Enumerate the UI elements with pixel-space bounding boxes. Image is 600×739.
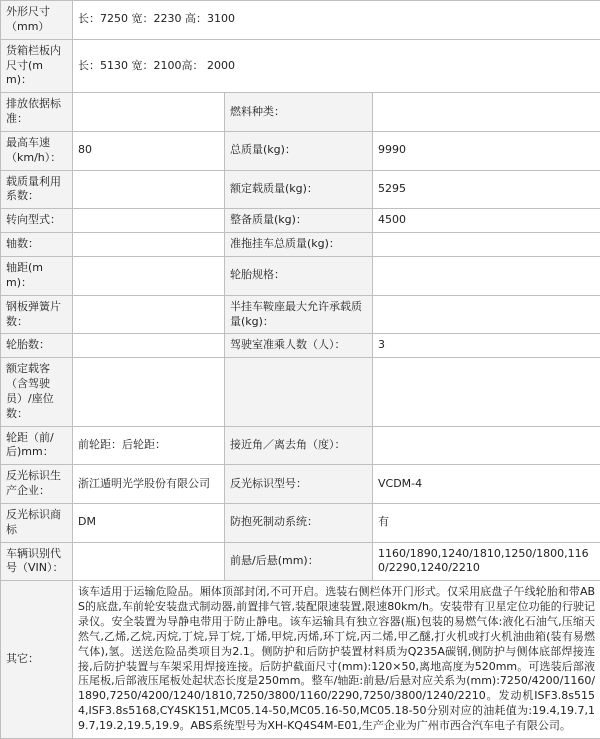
notes-label: 其它： — [1, 581, 73, 738]
row-label: 货箱栏板内尺寸(mm)： — [1, 39, 73, 93]
table-row — [1, 542, 600, 581]
row-value: VCDM-4 — [373, 465, 600, 504]
row-label: 轮胎数： — [1, 334, 73, 358]
row-value — [373, 93, 600, 132]
row-label: 轴数： — [1, 233, 73, 257]
row-label: 准拖挂车总质量(kg)： — [225, 233, 373, 257]
table-row — [1, 131, 600, 170]
row-value — [73, 170, 225, 209]
row-label — [225, 358, 373, 426]
table-row — [1, 334, 600, 358]
row-label: 载质量利用系数： — [1, 170, 73, 209]
table-row — [1, 503, 600, 542]
row-value — [73, 233, 225, 257]
row-value — [373, 233, 600, 257]
row-label: 前悬/后悬(mm)： — [225, 542, 373, 581]
table-row — [1, 170, 600, 209]
row-value: 80 — [73, 131, 225, 170]
table-row — [1, 1, 600, 40]
row-label: 额定载客（含驾驶员）/座位数： — [1, 358, 73, 426]
row-value — [73, 93, 225, 132]
row-label: 反光标识商标 — [1, 503, 73, 542]
row-value — [373, 426, 600, 465]
row-value — [73, 358, 225, 426]
row-label: 转向型式： — [1, 209, 73, 233]
row-value — [373, 295, 600, 334]
table-row — [1, 465, 600, 504]
row-label: 防抱死制动系统： — [225, 503, 373, 542]
table-row-notes — [1, 581, 600, 738]
row-label: 额定载质量(kg)： — [225, 170, 373, 209]
row-value — [73, 542, 225, 581]
row-label: 车辆识别代号（VIN）： — [1, 542, 73, 581]
table-row — [1, 233, 600, 257]
notes-text: 该车适用于运输危险品。厢体顶部封闭,不可开启。选装右侧栏体开门形式。仅采用底盘子午线轮胎和带ABS的底盘,车前轮安装盘式制动器,前置排气管,装配限速装置,限速80km/h。安装带有卫星定位功能的行驶记录仪。安全装置为导静电带用于防止静电。该车运输具有独立容器(瓶)包装的易燃气体:液化石油气,压缩天然气,乙烯,乙烷,丙烷,丁烷,异丁烷,丁烯,甲烷,丙烯,环丁烷,丙二烯,甲乙醚,打火机或打火机油曲箱(装有易燃气体),氢。送送危险品类项目为2.1。侧防护和后防护装置材料质为Q235A碳钢,侧防护与侧体底部焊接连接,后防护装置与车架采用焊接连接。后防护截面尺寸(mm):120×50,离地高度为520mm。可选装后部液压尾板,后部液压尾板处起状态长度是250mm。整车/轴距:前悬/后悬对应关系为(mm):7250/4200/1160/1890,7250/4200/1240/1810,7250/3800/1160/2290,7250/3800/1240/2210。发动机ISF3.8s5154,ISF3.8s5168,CY4SK151,MC05.14-50,MC05.16-50,MC05.18-50分别对应的油耗值为:19.4,19.7,19.7,19.2,19.5,19.9。ABS系统型号为XH-KQ4S4M-E01,生产企业为广州市西合汽车电子有限公司。 — [73, 581, 600, 738]
row-label: 整备质量(kg)： — [225, 209, 373, 233]
row-value: 长：7250 宽：2230 高：3100 — [73, 1, 600, 40]
row-value — [73, 209, 225, 233]
row-value — [373, 358, 600, 426]
row-value — [73, 334, 225, 358]
row-label: 轴距(mm)： — [1, 256, 73, 295]
row-value — [73, 256, 225, 295]
row-label: 反光标识生产企业： — [1, 465, 73, 504]
spec-table-body — [1, 1, 600, 739]
row-value: 5295 — [373, 170, 600, 209]
row-value: 4500 — [373, 209, 600, 233]
table-row — [1, 426, 600, 465]
row-value: 9990 — [373, 131, 600, 170]
row-label: 外形尺寸（mm） — [1, 1, 73, 40]
row-value: 浙江遁明光学股份有限公司 — [73, 465, 225, 504]
row-label: 排放依据标准： — [1, 93, 73, 132]
table-row — [1, 209, 600, 233]
row-label: 接近角／离去角（度）： — [225, 426, 373, 465]
table-row — [1, 39, 600, 93]
row-label: 反光标识型号： — [225, 465, 373, 504]
row-label: 半挂车鞍座最大允许承载质量(kg)： — [225, 295, 373, 334]
row-label: 燃料种类： — [225, 93, 373, 132]
table-row — [1, 295, 600, 334]
row-value: 长：5130 宽：2100高： 2000 — [73, 39, 600, 93]
row-label: 总质量(kg)： — [225, 131, 373, 170]
row-label: 轮胎规格： — [225, 256, 373, 295]
table-row — [1, 256, 600, 295]
table-row — [1, 93, 600, 132]
row-value: 有 — [373, 503, 600, 542]
row-label: 最高车速（km/h）： — [1, 131, 73, 170]
row-label: 轮距（前/后)mm： — [1, 426, 73, 465]
row-value: 1160/1890,1240/1810,1250/1800,1160/2290,1240/2210 — [373, 542, 600, 581]
row-label: 钢板弹簧片数： — [1, 295, 73, 334]
row-value — [73, 295, 225, 334]
table-row — [1, 358, 600, 426]
row-value — [373, 256, 600, 295]
row-value: 3 — [373, 334, 600, 358]
row-value: 前轮距：后轮距： — [73, 426, 225, 465]
row-label: 驾驶室准乘人数（人）： — [225, 334, 373, 358]
row-value: DM — [73, 503, 225, 542]
